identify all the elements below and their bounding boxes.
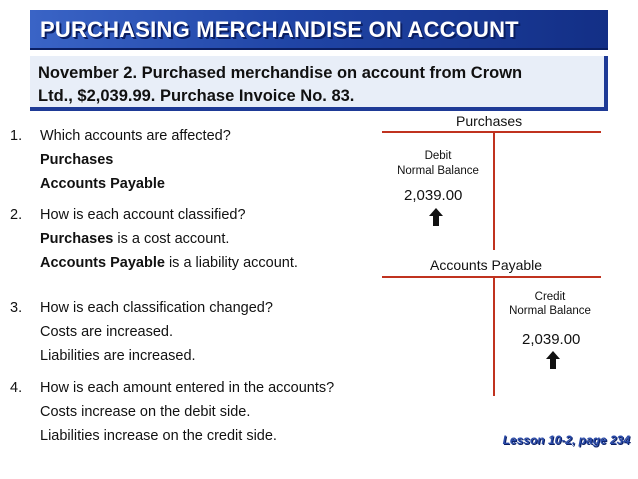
question-3-number: 3. (10, 300, 23, 316)
answer-2-a (40, 231, 229, 247)
question-1-text: Which accounts are affected? (40, 128, 231, 144)
answer-2-b (40, 255, 298, 271)
question-2-text: How is each account classified? (40, 207, 246, 223)
answer-bold: Purchases (40, 231, 114, 247)
question-4-text: How is each amount entered in the accounts? (40, 380, 335, 396)
t-account-horizontal-line (382, 131, 601, 133)
answer-rest: is a cost account. (113, 231, 230, 247)
answer-1-b (40, 176, 165, 192)
answer-rest: Costs are increased. (40, 324, 173, 340)
t-account-vertical-line (493, 276, 495, 396)
answer-3-b (40, 348, 196, 364)
answer-bold: Accounts Payable (40, 255, 165, 271)
question-2-number: 2. (10, 207, 23, 223)
title-bar (30, 10, 608, 50)
answer-4-b (40, 428, 277, 444)
problem-line-1: November 2. Purchased merchandise on account from Crown (38, 64, 523, 82)
question-4-number: 4. (10, 380, 23, 396)
t-account-amount: 2,039.00 (522, 331, 581, 348)
question-1-number: 1. (10, 128, 23, 144)
problem-statement-box (30, 56, 608, 111)
answer-rest: Liabilities are increased. (40, 348, 196, 364)
t-account-horizontal-line (382, 276, 601, 278)
t-account-normal-balance-label: Normal Balance (509, 305, 591, 317)
t-account-vertical-line (493, 131, 495, 250)
question-3-text: How is each classification changed? (40, 300, 273, 316)
answer-bold: Purchases (40, 152, 114, 168)
answer-1-a (40, 152, 113, 168)
t-account-title: Accounts Payable (430, 257, 543, 273)
t-account-normal-balance-label: Normal Balance (397, 165, 479, 177)
t-account-title: Purchases (456, 113, 523, 129)
answer-rest: is a liability account. (164, 255, 298, 271)
up-arrow-icon (545, 350, 561, 370)
answer-rest: Liabilities increase on the credit side. (40, 428, 277, 444)
t-account-side-label: Debit (424, 150, 452, 162)
lesson-reference: Lesson 10-2, page 234 (502, 433, 630, 447)
problem-line-2: Ltd., $2,039.99. Purchase Invoice No. 83. (38, 87, 355, 105)
answer-rest: Costs increase on the debit side. (40, 404, 251, 420)
answer-3-a (40, 324, 173, 340)
t-account-amount: 2,039.00 (404, 187, 463, 204)
up-arrow-icon (428, 207, 444, 227)
slide-title: PURCHASING MERCHANDISE ON ACCOUNT (40, 17, 519, 42)
answer-4-a (40, 404, 250, 420)
t-account-side-label: Credit (534, 291, 566, 303)
answer-bold: Accounts Payable (40, 176, 165, 192)
